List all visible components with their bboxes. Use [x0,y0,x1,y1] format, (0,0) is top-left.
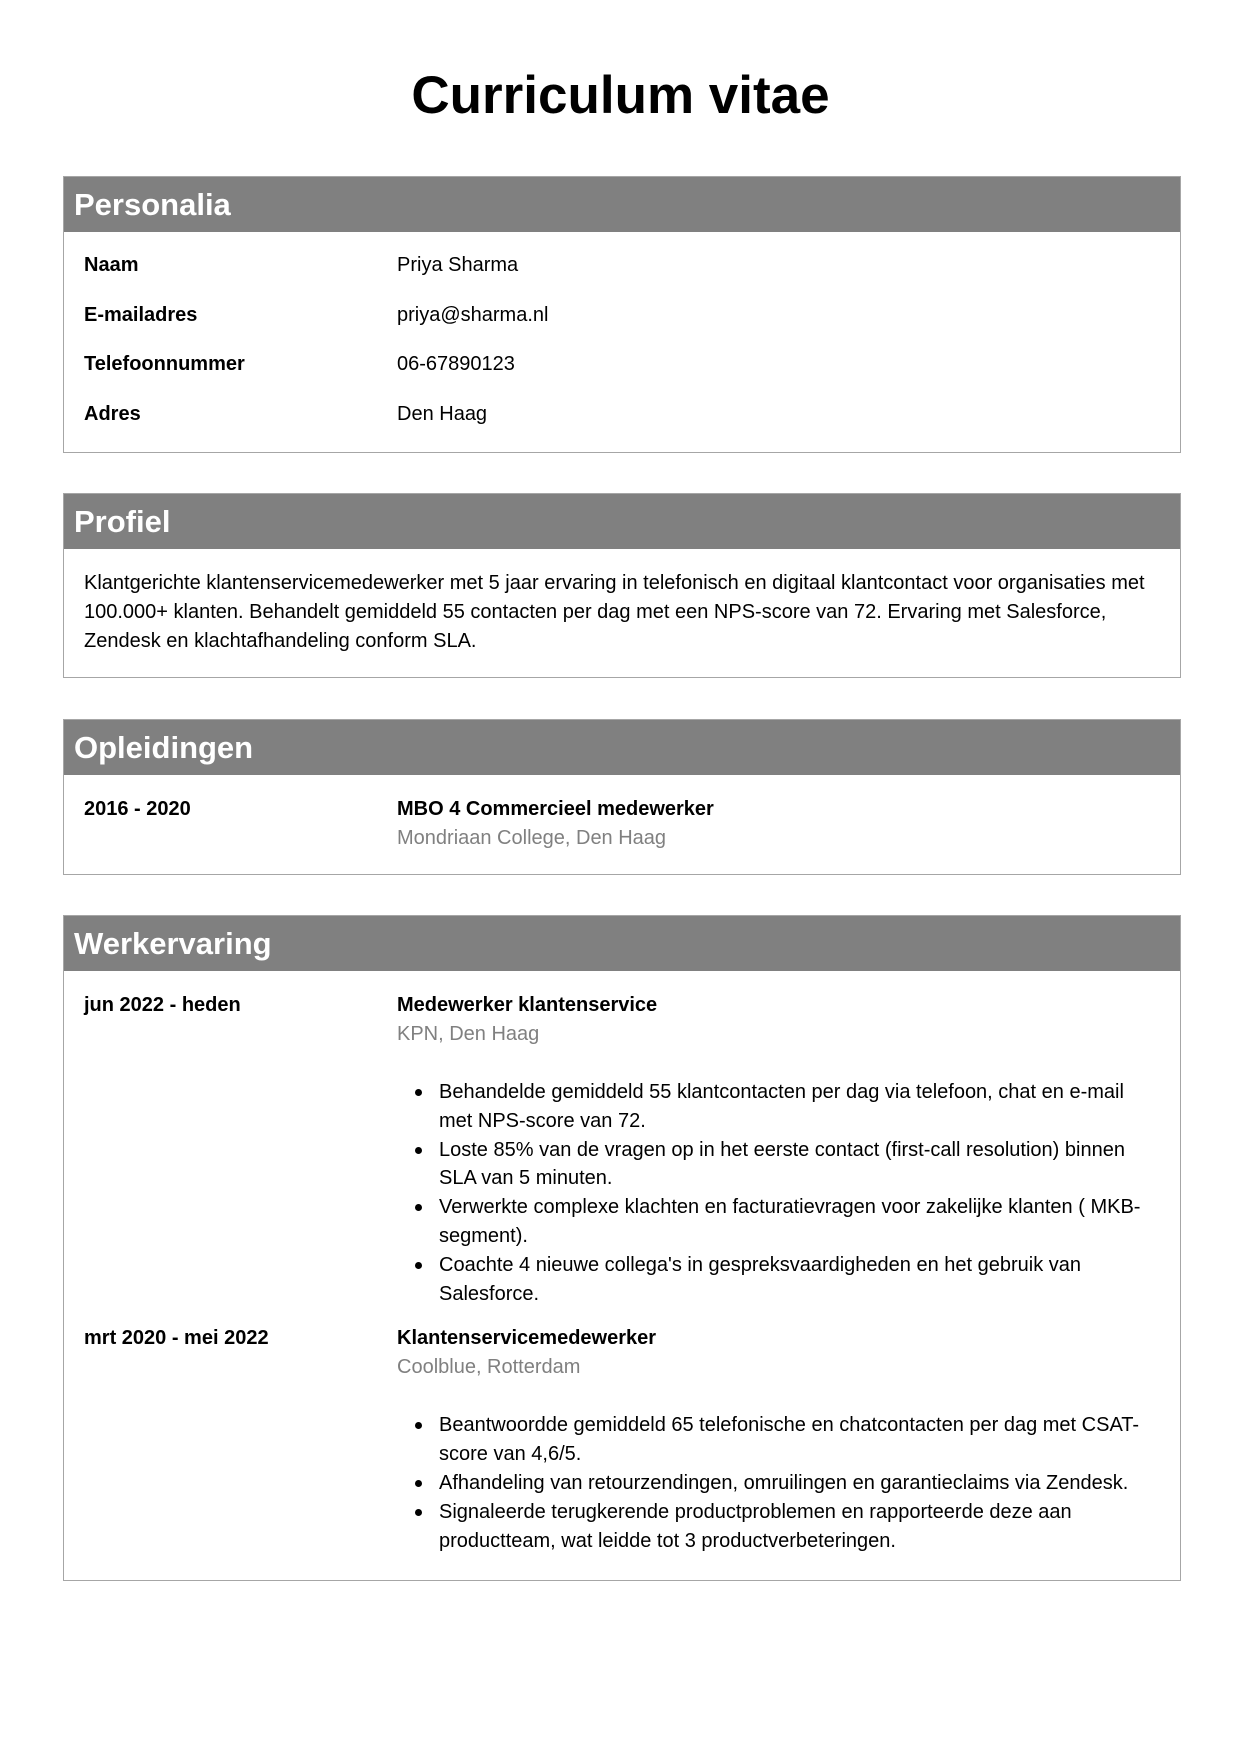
personalia-row-email [84,301,1160,351]
profiel-section [63,493,1181,678]
bullet-list [397,1411,1160,1555]
field-value: Priya Sharma [397,254,519,276]
section-heading: Personalia [64,177,1180,232]
entry-subtitle: KPN, Den Haag [397,1023,540,1045]
opleidingen-section [63,719,1181,875]
section-heading: Profiel [64,494,1180,549]
personalia-row-phone [84,350,1160,400]
personalia-row-name [84,251,1160,301]
bullet-item: Beantwoordde gemiddeld 65 telefonische en chatcontacten per dag met CSAT-score van 4,6/5. [439,1411,1160,1469]
bullet-item: Loste 85% van de vragen op in het eerste contact (first-call resolution) binnen SLA van 5 minuten. [439,1136,1160,1194]
entry-title: Medewerker klantenservice [397,994,658,1016]
field-value: Den Haag [397,402,488,425]
bullet-item: Verwerkte complexe klachten en facturatievragen voor zakelijke klanten ( MKB-segment). [439,1193,1160,1251]
entry-title: MBO 4 Commercieel medewerker [397,798,714,820]
werkervaring-section [63,915,1181,1581]
bullet-list [397,1078,1160,1308]
work-entry [84,991,1160,1308]
field-label: Naam [84,254,139,276]
field-label: Telefoonnummer [84,353,245,375]
bullet-item: Afhandeling van retourzendingen, omruilingen en garantieclaims via Zendesk. [439,1469,1160,1498]
entry-title: Klantenservicemedewerker [397,1327,657,1350]
bullet-item: Signaleerde terugkerende productproblemen en rapporteerde deze aan productteam, wat leidde tot 3 productverbeteringen. [439,1498,1160,1556]
entry-period: jun 2022 - heden [84,994,241,1016]
section-heading: Opleidingen [64,720,1180,775]
section-heading: Werkervaring [64,916,1180,971]
field-value: 06-67890123 [397,353,515,375]
profile-text: Klantgerichte klantenservicemedewerker met 5 jaar ervaring in telefonisch en digitaal klantcontact voor organisaties met 100.000+ klanten. Behandelt gemiddeld 55 contacten per dag met een NPS-score van 72. Ervaring met Salesforce, Zendesk en klachtafhandeling conform SLA. [84,572,1145,652]
field-value: priya@sharma.nl [397,303,549,326]
work-entry [84,1324,1160,1555]
bullet-item: Coachte 4 nieuwe collega's in gespreksvaardigheden en het gebruik van Salesforce. [439,1251,1160,1309]
bullet-item: Behandelde gemiddeld 55 klantcontacten per dag via telefoon, chat en e-mail met NPS-score van 72. [439,1078,1160,1136]
personalia-row-address [84,400,1160,450]
page-title: Curriculum vitae [411,66,830,125]
entry-subtitle: Coolblue, Rotterdam [397,1356,581,1379]
entry-period: mrt 2020 - mei 2022 [84,1327,269,1350]
personalia-section [63,176,1181,453]
entry-subtitle: Mondriaan College, Den Haag [397,827,667,849]
field-label: Adres [84,402,141,425]
field-label: E-mailadres [84,303,198,326]
education-entry [84,795,1160,853]
entry-period: 2016 - 2020 [84,798,191,820]
